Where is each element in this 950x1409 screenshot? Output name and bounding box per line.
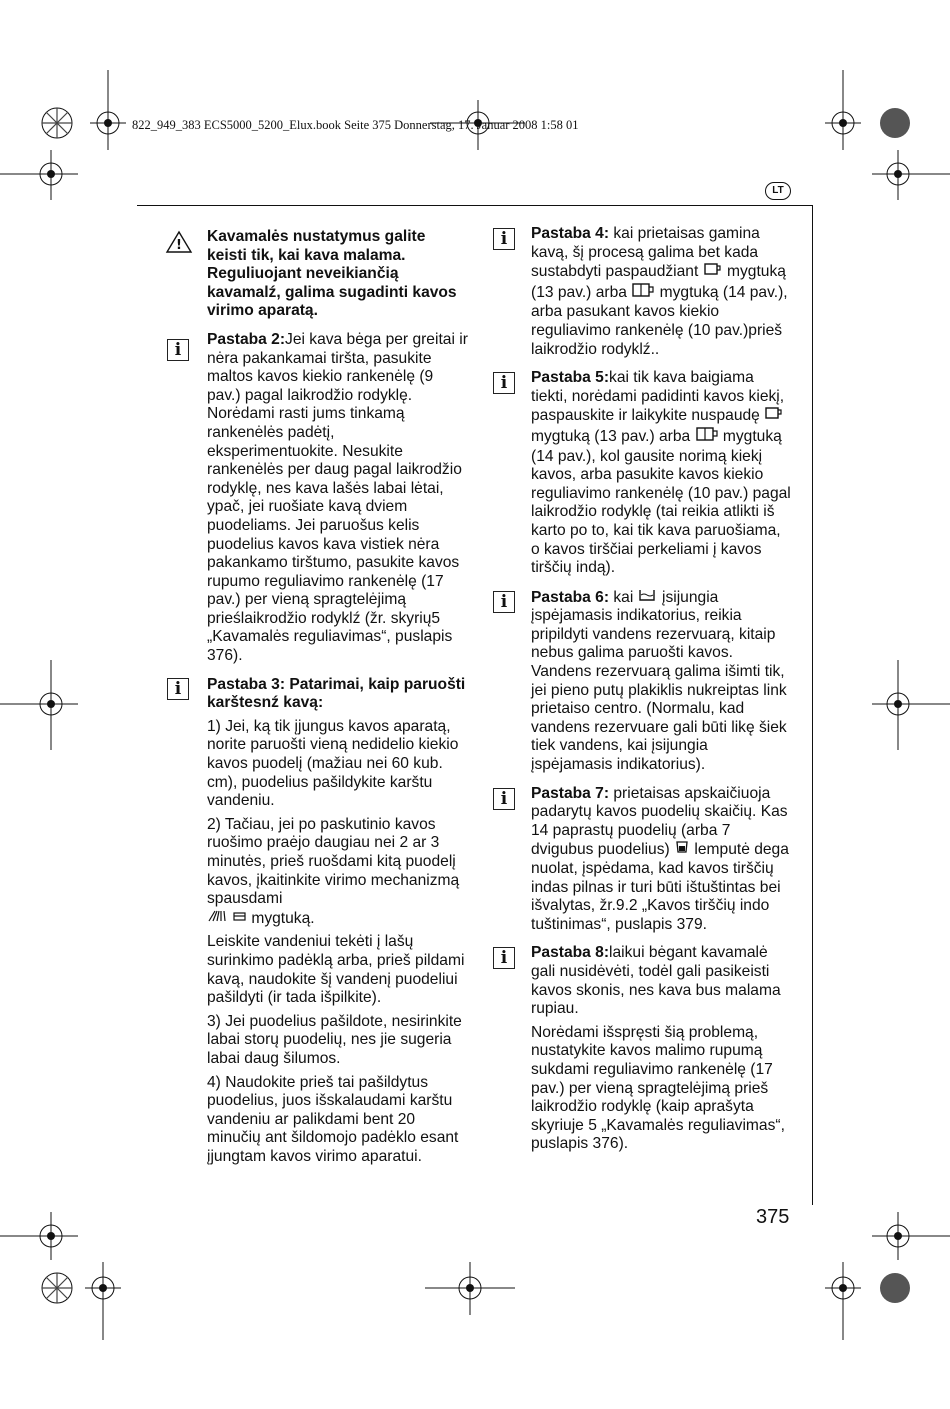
note-7 xyxy=(500,784,793,935)
svg-text:!: ! xyxy=(176,238,182,253)
info-icon: i xyxy=(493,372,515,394)
note-2 xyxy=(174,330,469,666)
double-cup-icon xyxy=(631,282,655,304)
note-8 xyxy=(500,944,793,1154)
note-3 xyxy=(174,675,469,1167)
note-3-p2a: 2) Tačiau, jei po paskutinio kavos ruošimo praėjo daugiau nei 2 ar 3 minutės, prieš ruošdami kitą puodelį kavos, įkaitinkite virimo mechanizmą spausdami xyxy=(207,815,460,908)
note-3-p5: 4) Naudokite prieš tai pašildytus puodelius, juos išskalaudami karštu vandeniu ar palikdami bent 20 minučių ant šildomojo padėklo esant įjungtam kavos virimo aparatui. xyxy=(207,1073,459,1165)
note-2-text: Jei kava bėga per greitai ir nėra pakankamai tiršta, pasukite maltos kavos kiekio rankenėlę (9 pav.) pagal laikrodžio rodyklę. Norėdami rasti jums tinkamą rankenėlės padėtį, eksperimentuokite. Nesukite rankenėlės per daug pagal laikrodžio rodyklę, nes kava lašės labai lėtai, ypač, jei ruošiate kavą dviem puodeliams. Jei paruošus kelis puodelius kavos kava vistiek nėra pakankamo tirštumo, pasukite kavos rupumo reguliavimo rankenėlę (17 pav.) per vieną spragtelėjimą prieślaikrodžio rodyklź (žr. skyrių5 „Kavamalės reguliavimas“, puslapis 376). xyxy=(207,330,468,665)
water-tank-icon xyxy=(638,588,658,608)
right-rule xyxy=(812,205,813,1205)
warning-note xyxy=(176,228,469,321)
file-header-line: 822_949_383 ECS5000_5200_Elux.book Seite 375 Donnerstag, 17. Januar 2008 1:58 01 xyxy=(132,118,579,132)
info-icon: i xyxy=(167,339,189,361)
single-cup-icon xyxy=(703,262,723,282)
page-number: 375 xyxy=(756,1206,790,1228)
note-2-title: Pastaba 2: xyxy=(207,330,286,348)
note-3-p3: Leiskite vandeniui tekėti į lašų surinkimo padėklą arba, prieš pildami kavą, naudokite šį vandenį puodeliui pašildyti (ir tada išpilkite). xyxy=(207,933,465,1007)
note-7-title: Pastaba 7: xyxy=(531,784,610,802)
right-column xyxy=(500,225,793,1164)
warning-text: Kavamalės nustatymus galite keisti tik, kai kava malama. Reguliuojant neveikiančią kavamalź, galima sugadinti kavos virimo aparatą. xyxy=(207,228,457,320)
note-3-p2b: mygtuką. xyxy=(251,909,315,927)
note-8-p2: Norėdami išspręsti šią problemą, nustatykite kavos malimo rupumą sukdami reguliavimo rankenėlę (17 pav.) per vieną spragtelėjimą prieš laikrodžio rodyklę (kaip aprašyta skyriuje 5 „Kavamalės reguliavimas“, puslapis 376). xyxy=(531,1023,785,1153)
note-6-t1: kai xyxy=(613,588,634,606)
note-3-p1: 1) Jei, ką tik įjungus kavos aparatą, norite paruošti vieną nedidelio kiekio kavos puodelį (mažiau nei 60 kub. cm), puodelius pašildykite karštu vandeniu. xyxy=(207,717,459,810)
note-6 xyxy=(500,588,793,775)
note-5 xyxy=(500,369,793,578)
info-icon: i xyxy=(493,947,515,969)
top-rule xyxy=(137,205,813,206)
grounds-container-icon xyxy=(674,840,690,860)
note-5-t2: mygtuką (13 pav.) arba xyxy=(531,427,691,445)
info-icon: i xyxy=(167,678,189,700)
info-icon: i xyxy=(493,591,515,613)
info-icon: i xyxy=(493,228,515,250)
note-4-t1: kai prietaisas gamina kavą, šį procesą galima bet kada sustabdyti paspaudžiant xyxy=(531,225,760,281)
note-7-t1: prietaisas apskaičiuoja padarytų kavos puodelių skaičių. Kas 14 paprastų puodelių (arba 7 dvigubus puodelius) xyxy=(531,784,788,859)
note-3-p4: 3) Jei puodelius pašildote, nesirinkite labai storų puodelių, nes jie sugeria labai daug šilumos. xyxy=(207,1012,462,1067)
steam-icon xyxy=(207,909,247,929)
note-5-t1: kai tik kava baigiama tiekti, norėdami padidinti kavos kiekį, paspauskite ir laikykite nuspaudę xyxy=(531,369,785,425)
note-3-title: Pastaba 3: Patarimai, kaip paruošti karštesnź kavą: xyxy=(207,675,466,712)
note-4-t3: mygtuką (14 pav.), arba pasukant kavos kiekio reguliavimo rankenėlę (10 pav.)prieš laikrodžio rodyklź.. xyxy=(531,283,788,358)
note-5-title: Pastaba 5: xyxy=(531,369,610,387)
double-cup-icon xyxy=(695,426,719,448)
language-badge: LT xyxy=(765,182,791,200)
warning-triangle-icon xyxy=(165,230,193,260)
note-6-t2: įsijungia įspėjamasis indikatorius, reikia pripildyti vandens rezervuarą, kitaip nebus galima paruošti kavos. Vandens rezervuarą galima išimti tik, jei pieno putų plakiklis nukreiptas link prietaiso centro. (Normalu, kad vandens rezervuare gali būti likę šiek tiek vandens, kai įsijungia įspėjamasis indikatorius). xyxy=(531,588,787,774)
note-8-title: Pastaba 8: xyxy=(531,944,610,962)
note-7-t2: lemputė dega nuolat, įspėdama, kad kavos tirščių indas pilnas ir turi būti ištuštintas bei išvalytas, žr.9.2 „Kavos tirščių indo tuštinimas“, puslapis 379. xyxy=(531,841,789,933)
note-6-title: Pastaba 6: xyxy=(531,588,610,606)
note-4 xyxy=(500,225,793,359)
note-5-t3: mygtuką (14 pav.), kol gausite norimą kiekį kavos, arba pasukite kavos kiekio reguliavimo rankenėlę (10 pav.) pagal laikrodžio rodyklę (tai reikia atlikti iš karto po to, kai tik kava paruošiama, o kavos tirščiai perkeliami į kavos tirščių indą). xyxy=(531,427,791,577)
info-icon: i xyxy=(493,788,515,810)
note-8-t1: laikui bėgant kavamalė gali nusidėvėti, todėl gali pasikeisti kavos skonis, nes kava bus malama rupiau. xyxy=(531,944,781,1018)
note-4-t2: mygtuką (13 pav.) arba xyxy=(531,263,786,301)
single-cup-icon xyxy=(764,406,784,426)
left-column xyxy=(174,228,469,1177)
note-4-title: Pastaba 4: xyxy=(531,225,610,242)
